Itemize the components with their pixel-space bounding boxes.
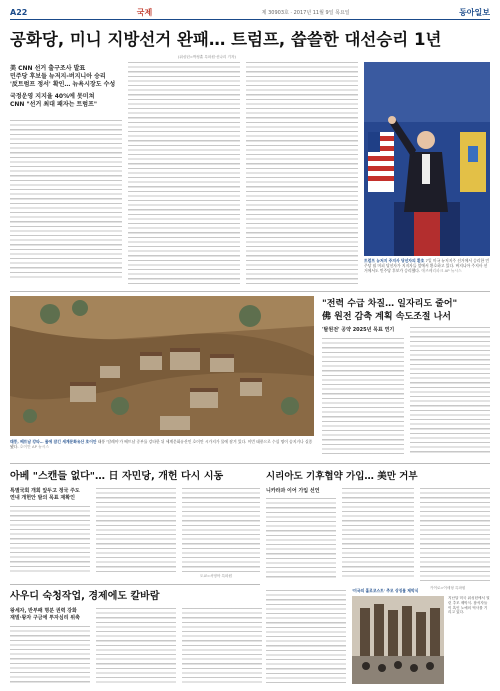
story3-body-col-3 — [182, 488, 260, 572]
story1-sub-2: 민주당 후보들 뉴저지-버지니아 승리 — [10, 73, 106, 80]
divider-3 — [10, 584, 260, 585]
story2-body-col-2 — [410, 327, 490, 456]
story4-body-col-3 — [420, 488, 490, 584]
story3-body-col-1 — [10, 506, 90, 572]
story5-subheads — [10, 608, 90, 622]
story2-photo-caption — [10, 439, 314, 459]
flag-us-icon — [368, 132, 394, 192]
story2-photo-credit: 호이안 AP 뉴시스 — [19, 444, 50, 449]
story2-body-col-1 — [322, 338, 404, 456]
newspaper-name: 동아일보 — [459, 8, 490, 17]
story3-subheads — [10, 488, 90, 502]
story3-sub-1: 특별국회 개회 앞두고 정국 주도 — [10, 488, 80, 494]
story5-sub-2: 재벌·왕자 구금에 투자심리 위축 — [10, 615, 80, 621]
story1-sub-1: 美 CNN 선거 출구조사 발표 — [10, 65, 86, 72]
story4-photo-caption: '미국의 홀로코스트' 추모 상징물 제막식 — [352, 588, 419, 593]
story5-body-col-3 — [182, 608, 262, 684]
page-masthead — [10, 6, 490, 20]
victory-rally-image — [364, 62, 490, 256]
story2-headline[interactable]: 佛 원전 감축 계획 속도조절 나서 — [322, 312, 451, 322]
story1-photo-credit: 애즈베리파크 AP 뉴시스 — [421, 268, 462, 273]
divider-1 — [10, 291, 490, 292]
story1-subheads — [10, 65, 122, 109]
issue-date: 제 30903호 · 2017년 11월 9일 목요일 — [261, 10, 350, 16]
story5-headline[interactable]: 사우디 숙청작업, 경제에도 칼바람 — [10, 591, 160, 602]
story4-body-col-1 — [266, 498, 336, 578]
story2-sub: '탈원전' 공약 2025년 목표 연기 — [322, 327, 395, 333]
memorial-image — [352, 596, 444, 684]
story4-sub: 니카라과 이어 가입 선언 — [266, 488, 320, 494]
story3-sub-2: 연내 개헌안 발의 목표 재확인 — [10, 495, 75, 501]
story5-body-col-4 — [266, 590, 346, 684]
story5-body-col-2 — [96, 608, 176, 684]
flood-aerial-image — [10, 296, 314, 436]
story4-byline: 카이로=이세형 특파원 — [430, 586, 466, 590]
story3-headline[interactable]: 아베 "스캔들 없다"… 日 자민당, 개헌 다시 시동 — [10, 471, 224, 482]
story4-photo-side-caption: 지난달 미국 워싱턴에서 열린 추모 제막식. 참석자들이 흑인 노예의 역사를 기리고 있다. — [448, 596, 490, 615]
story4-photo — [352, 596, 444, 684]
story1-sub-5: CNN "선거 최대 패자는 트럼프" — [10, 101, 98, 108]
story1-headline[interactable]: 공화당, 미니 지방선거 완패… 트럼프, 씁쓸한 대선승리 1년 — [10, 30, 442, 49]
story5-body-col-1 — [10, 626, 90, 684]
story1-photo-caption-text: 7일 미국 뉴저지주 선거에서 승리한 민주당 필 머피 당선자가 지지자들 앞에서 환호하고 있다. 버지니아 주지사 선거에서도 민주당 후보가 승리했다. — [364, 258, 489, 273]
story3-byline: 도쿄=서영아 특파원 — [200, 574, 232, 578]
story2-kicker[interactable]: "전력 수급 차질… 일자리도 줄어" — [322, 299, 458, 309]
story1-sub-3: '反트럼프 정서' 확인… 뉴욕시장도 수성 — [10, 81, 116, 88]
story1-body-col-2 — [128, 62, 240, 284]
story2-photo — [10, 296, 314, 436]
story5-sub-1: 왕세자, 반부패 명분 권력 강화 — [10, 608, 77, 614]
story2-photo-caption-title: 태풍, 베트남 강타… 물에 잠긴 세계문화유산 호이안 — [10, 439, 97, 444]
story3-body-col-2 — [96, 488, 176, 572]
story1-body-col-3 — [246, 62, 358, 284]
story1-sub-4: 국정운영 지지율 40%에 못미쳐 — [10, 93, 95, 100]
section-label: 국제 — [136, 8, 153, 17]
story1-body-col-1 — [10, 120, 122, 280]
story1-photo — [364, 62, 490, 256]
story1-photo-caption — [364, 258, 490, 284]
story4-body-col-2 — [342, 488, 414, 578]
story2-photo-caption-text: 태풍 '담레이'가 베트남 중부를 강타한 뒤 세계문화유산인 호이안 시가지가 물에 잠겨 있다. 이번 태풍으로 수십 명이 숨지거나 실종됐다. — [10, 439, 313, 449]
page-number: A22 — [10, 8, 28, 17]
flag-state-icon — [460, 132, 486, 192]
divider-2 — [10, 463, 490, 464]
story1-byline: (워싱턴=박정훈 특파원·신나리 기자) — [178, 55, 236, 59]
story1-photo-caption-title: 트럼프 뉴저지 주지사 당선자의 환호 — [364, 258, 425, 263]
story4-headline[interactable]: 시리아도 기후협약 가입… 美만 거부 — [266, 471, 418, 482]
